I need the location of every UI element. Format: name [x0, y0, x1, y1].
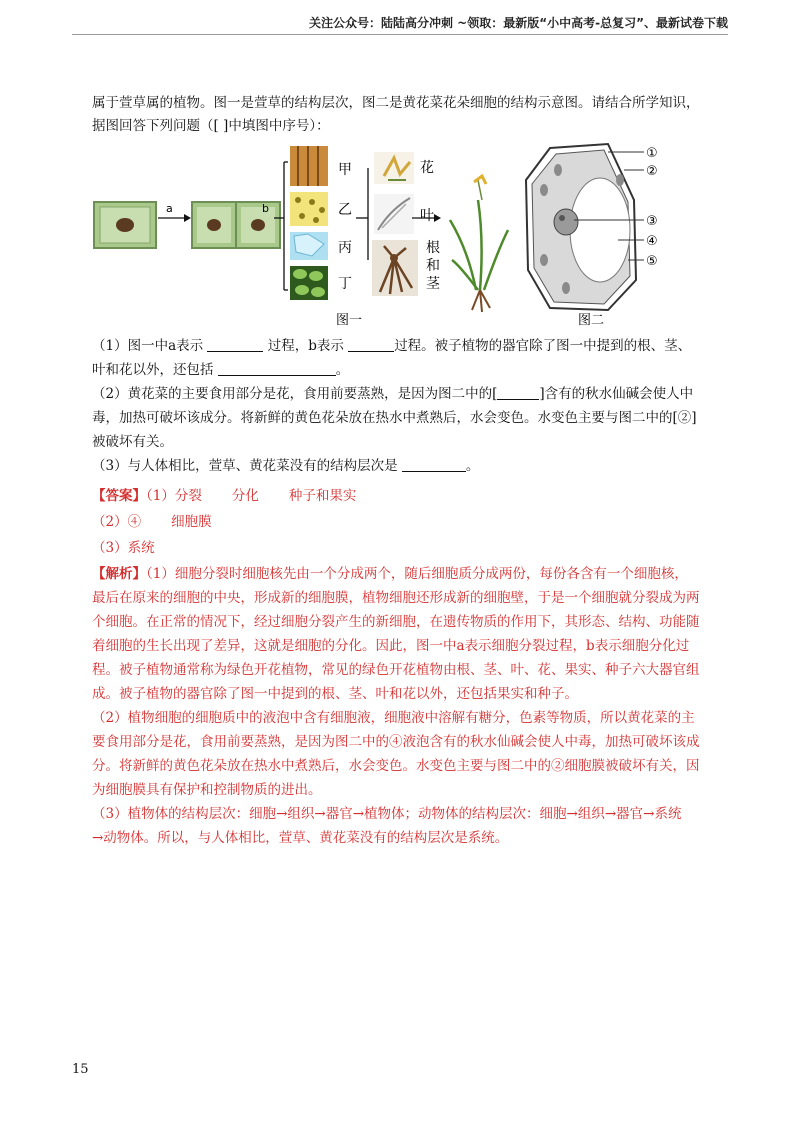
q3-part-a: （3）与人体相比，萱草、黄花菜没有的结构层次是 [92, 458, 398, 474]
analysis-p1-l6: 成。被子植物的器官除了图一中提到的根、茎、叶和花以外，还包括果实和种子。 [92, 686, 578, 702]
answer-1-a: （1）分裂 [146, 488, 202, 504]
analysis-p1-l5: 程。被子植物通常称为绿色开花植物，常见的绿色开花植物由根、茎、叶、花、果实、种子六大器官组 [92, 662, 700, 678]
organ-label-flower: 花 [420, 160, 434, 176]
analysis-p2-l2: 要食用部分是花，食用前要蒸熟，是因为图二中的④液泡含有的秋水仙碱会使人中毒，加热可破坏该成 [92, 734, 700, 750]
organ-flower-image [374, 152, 414, 184]
arrow-a-label: a [166, 202, 173, 215]
page-number: 15 [72, 1062, 89, 1077]
cell-marker-4: ④ [646, 234, 658, 249]
question-1-line-1 [92, 334, 732, 358]
question-2-line-3: 被破坏有关。 [92, 434, 173, 450]
answer-1-c: 种子和果实 [288, 488, 357, 504]
cell-marker-3: ③ [646, 214, 658, 229]
analysis-p1-l2: 最后在原来的细胞的中央，形成新的细胞膜，植物细胞还形成新的细胞壁，于是一个细胞就分裂成为两 [92, 590, 700, 606]
answer-line-2 [92, 510, 732, 534]
page-header: 关注公众号：陆陆高分冲刺 ~领取：最新版“小中高考-总复习”、最新试卷下载 [309, 16, 728, 30]
organ-root-stem-image [372, 240, 418, 296]
tissue-yi-image [290, 192, 328, 226]
cell-marker-5: ⑤ [646, 254, 658, 269]
q2-part-b: ]含有的秋水仙碱会使人中 [539, 386, 694, 402]
intro-line-2: 据图回答下列问题（[ ]中填图中序号）： [92, 118, 330, 134]
figure2-caption: 图二 [578, 313, 605, 328]
answer-2-b: 细胞膜 [171, 514, 212, 530]
answer-tag: 【答案】 [92, 488, 146, 504]
arrow-a [158, 202, 191, 222]
question-2-line-2: 毒，加热可破坏该成分。将新鲜的黄色花朵放在热水中煮熟后，水会变色。水变色主要与图二中的[②] [92, 410, 697, 426]
tissue-jia-image [290, 146, 328, 186]
question-3-line [92, 454, 732, 478]
analysis-p2-l1: （2）植物细胞的细胞质中的液泡中含有细胞液，细胞液中溶解有糖分，色素等物质，所以黄花菜的主 [92, 710, 695, 726]
q1-blank-b [348, 337, 394, 352]
organ-label-root-1: 根 [426, 240, 440, 256]
q1-blank-a [207, 337, 263, 352]
answer-line-3: （3）系统 [92, 540, 155, 556]
analysis-tag: 【解析】 [92, 566, 146, 582]
tissue-ding-image [290, 266, 328, 300]
answer-1-b: 分化 [231, 488, 259, 504]
intro-paragraph [92, 92, 732, 138]
answer-line-1 [92, 484, 732, 508]
tissue-label-jia: 甲 [338, 162, 352, 178]
tissue-label-yi: 乙 [338, 202, 352, 218]
analysis-p3-l2: →动物体。所以，与人体相比，萱草、黄花菜没有的结构层次是系统。 [92, 830, 509, 846]
cell-marker-1: ① [646, 146, 658, 161]
q1-part-d: 叶和花以外，还包括 [92, 362, 214, 378]
q1-blank-c [218, 361, 336, 376]
organ-label-leaf: 叶 [420, 208, 434, 224]
header-rule [72, 34, 728, 35]
organ-label-root-2: 和 [426, 258, 440, 274]
whole-plant-image [450, 176, 508, 312]
q2-blank [497, 385, 539, 400]
organ-leaf-image [374, 194, 414, 234]
q2-part-a: （2）黄花菜的主要食用部分是花，食用前要蒸熟，是因为图二中的[ [92, 386, 498, 402]
question-1-line-2 [92, 358, 732, 382]
tissue-bing-image [290, 232, 328, 260]
q1-part-b: 过程，b表示 [267, 338, 344, 354]
plant-cell-diagram [526, 144, 636, 310]
q1-end: 。 [335, 362, 350, 378]
question-2-line-1 [92, 382, 732, 406]
analysis-p3-l1: （3）植物体的结构层次：细胞→组织→器官→植物体；动物体的结构层次：细胞→组织→器官→系统 [92, 806, 682, 822]
analysis-p1-l1 [92, 562, 732, 586]
q3-end: 。 [465, 458, 480, 474]
q1-part-a: （1）图一中a表示 [92, 338, 204, 354]
answer-2-a: （2）④ [92, 514, 142, 530]
cell-marker-2: ② [646, 164, 658, 179]
tissue-label-ding: 丁 [338, 276, 352, 292]
single-cell-image [94, 202, 156, 248]
analysis-p1-l4: 着细胞的生长出现了差异，这就是细胞的分化。因此，图一中a表示细胞分裂过程，b表示细胞分化过 [92, 638, 690, 654]
analysis-p2-l3: 分。将新鲜的黄色花朵放在热水中煮熟后，水会变色。水变色主要与图二中的②细胞膜被破坏有关，因 [92, 758, 700, 774]
figure-diagram [88, 140, 728, 330]
arrow-b-label: b [262, 202, 269, 215]
analysis-p1-l1-text: （1）细胞分裂时细胞核先由一个分成两个，随后细胞质分成两份，每份各含有一个细胞核， [146, 566, 688, 582]
tissue-to-organ-arrows [356, 168, 374, 260]
figure1-caption: 图一 [336, 313, 363, 328]
analysis-p1-l3: 个细胞。在正常的情况下，经过细胞分裂产生的新细胞，在遗传物质的作用下，其形态、结构、功能随 [92, 614, 700, 630]
organ-label-root-3: 茎 [426, 276, 440, 292]
intro-line-1: 属于萱草属的植物。图一是萱草的结构层次，图二是黄花菜花朵细胞的结构示意图。请结合所学知识， [92, 95, 700, 111]
q1-part-c: 过程。被子植物的器官除了图一中提到的根、茎、 [394, 338, 692, 354]
analysis-p2-l4: 为细胞膜具有保护和控制物质的进出。 [92, 782, 322, 798]
q3-blank [402, 457, 466, 472]
tissue-label-bing: 丙 [338, 240, 352, 256]
